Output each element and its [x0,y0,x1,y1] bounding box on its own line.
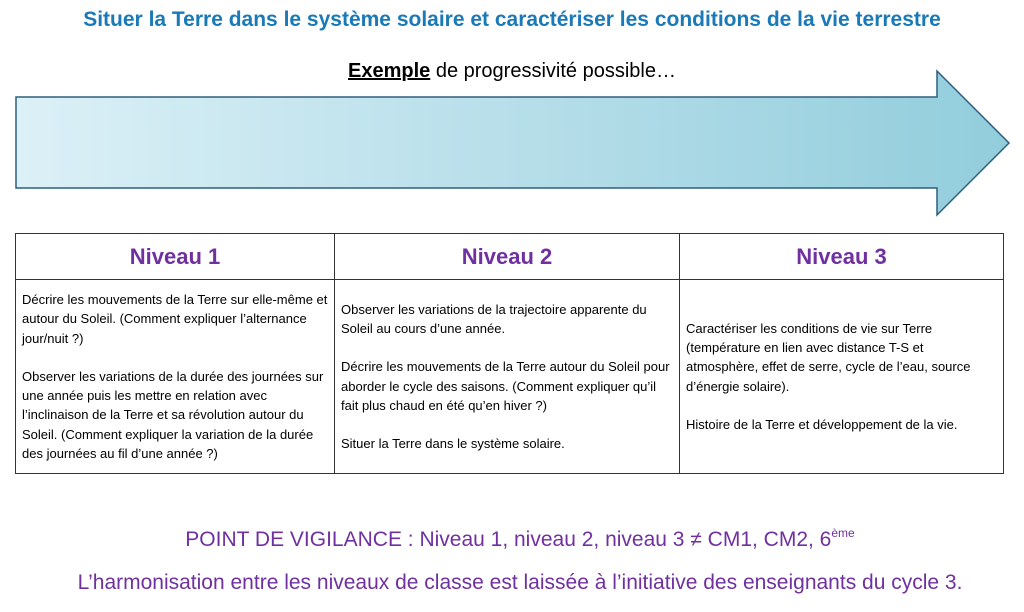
level-2-paragraph: Situer la Terre dans le système solaire. [341,436,565,452]
level-2-paragraph: Observer les variations de la trajectoire apparente du Soleil au cours d’une année. [341,301,647,336]
harmonisation-note: L’harmonisation entre les niveaux de classe est laissée à l’initiative des enseignants du cycle 3. [77,571,963,594]
level-3-paragraph: Caractériser les conditions de vie sur Terre (température en lien avec distance T-S et atmosphère, effet de serre, cycle de l’eau, source d’énergie solaire). [686,320,971,394]
level-1-heading: Niveau 1 [16,234,335,280]
vigilance-notice [0,526,1024,552]
progression-arrow [0,0,1024,230]
progression-arrow-shape [16,71,1009,215]
level-1-content [16,280,335,474]
page-title: Situer la Terre dans le système solaire et caractériser les conditions de la vie terrestre [83,8,941,31]
levels-content-row [16,280,1004,474]
level-2-heading: Niveau 2 [335,234,680,280]
level-3-heading: Niveau 3 [680,234,1004,280]
level-1-paragraph: Observer les variations de la durée des journées sur une année puis les mettre en relation avec l’inclinaison de la Terre et sa révolution autour du Soleil. (Comment expliquer la variation de la durée des journées au fil d’une année ?) [22,368,324,461]
levels-table [15,233,1004,474]
level-2-paragraph: Décrire les mouvements de la Terre autour du Soleil pour aborder le cycle des saisons. (Comment expliquer qu’il fait plus chaud en été qu’en hiver ?) [341,359,670,413]
level-2-content [335,280,680,474]
vigilance-text: POINT DE VIGILANCE : Niveau 1, niveau 2, niveau 3 ≠ CM1, CM2, 6 [185,528,832,551]
subtitle-emphasis: Exemple [348,60,431,82]
level-1-paragraph: Décrire les mouvements de la Terre sur elle-même et autour du Soleil. (Comment expliquer l’alternance jour/nuit ?) [22,292,328,346]
subtitle-text: de progressivité possible… [430,60,676,82]
vigilance-superscript: ème [831,526,855,540]
level-3-paragraph: Histoire de la Terre et développement de la vie. [686,416,958,432]
levels-header-row [16,234,1004,280]
level-3-content [680,280,1004,474]
